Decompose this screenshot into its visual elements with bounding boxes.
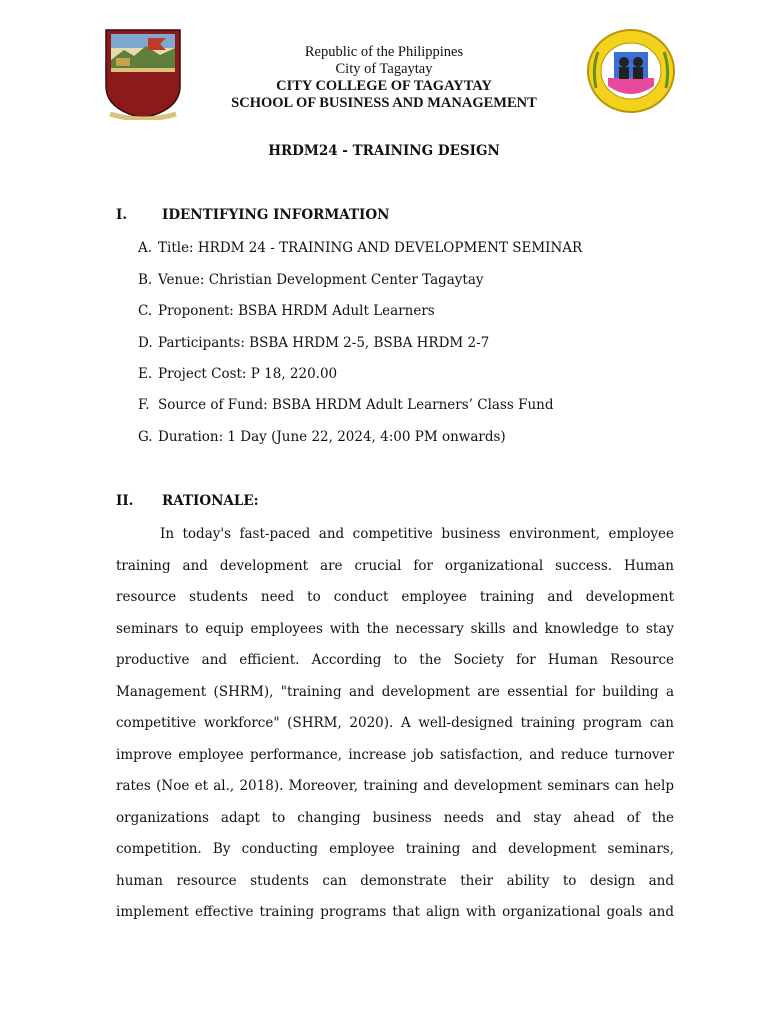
section-heading-identifying-information bbox=[116, 207, 389, 223]
info-item-title bbox=[138, 240, 582, 256]
paragraph-line: seminars to equip employees with the necessary skills and knowledge to stay bbox=[116, 620, 674, 637]
item-text: Title: HRDM 24 - TRAINING AND DEVELOPMENT SEMINAR bbox=[158, 240, 583, 256]
item-letter: E. bbox=[138, 366, 153, 382]
info-item-source-of-fund bbox=[138, 397, 554, 413]
info-item-proponent bbox=[138, 303, 435, 319]
info-item-venue bbox=[138, 272, 484, 288]
item-text: Proponent: BSBA HRDM Adult Learners bbox=[158, 303, 435, 319]
paragraph-line: rates (Noe et al., 2018). Moreover, training and development seminars can help bbox=[116, 778, 674, 794]
item-text: Participants: BSBA HRDM 2-5, BSBA HRDM 2-7 bbox=[158, 335, 490, 351]
section-heading-rationale bbox=[116, 493, 259, 509]
section-title: RATIONALE: bbox=[162, 493, 259, 509]
section-number: II. bbox=[116, 493, 134, 509]
info-item-project-cost bbox=[138, 366, 337, 382]
info-item-duration bbox=[138, 429, 506, 445]
college-name: CITY COLLEGE OF TAGAYTAY bbox=[276, 78, 492, 94]
item-text: Venue: Christian Development Center Tagaytay bbox=[158, 272, 484, 288]
letterhead bbox=[0, 44, 768, 112]
paragraph-line: organizations adapt to changing business needs and stay ahead of the bbox=[116, 809, 674, 826]
item-text: Duration: 1 Day (June 22, 2024, 4:00 PM onwards) bbox=[158, 429, 506, 445]
item-letter: D. bbox=[138, 335, 153, 351]
paragraph-line: training and development are crucial for organizational success. Human bbox=[116, 557, 674, 574]
item-letter: F. bbox=[138, 397, 150, 413]
paragraph-line: competition. By conducting employee training and development seminars, bbox=[116, 841, 674, 857]
paragraph-line: implement effective training programs that align with organizational goals and bbox=[116, 904, 674, 920]
republic-line: Republic of the Philippines bbox=[304, 44, 464, 60]
document-title: HRDM24 - TRAINING DESIGN bbox=[268, 143, 500, 159]
item-letter: A. bbox=[138, 240, 153, 256]
item-text: Project Cost: P 18, 220.00 bbox=[158, 366, 338, 382]
info-item-participants bbox=[138, 335, 489, 351]
paragraph-line: human resource students can demonstrate their ability to design and bbox=[116, 872, 674, 889]
item-text: Source of Fund: BSBA HRDM Adult Learners’ Class Fund bbox=[158, 397, 554, 413]
school-name: SCHOOL OF BUSINESS AND MANAGEMENT bbox=[231, 95, 537, 111]
item-letter: B. bbox=[138, 272, 153, 288]
section-title: IDENTIFYING INFORMATION bbox=[162, 207, 390, 223]
item-letter: G. bbox=[138, 429, 153, 445]
paragraph-line: productive and efficient. According to the Society for Human Resource bbox=[116, 652, 674, 668]
section-number: I. bbox=[116, 207, 128, 223]
paragraph-line: Management (SHRM), "training and development are essential for building a bbox=[116, 683, 674, 700]
paragraph-line: In today's fast-paced and competitive business environment, employee bbox=[160, 526, 674, 542]
paragraph-line: improve employee performance, increase job satisfaction, and reduce turnover bbox=[116, 746, 674, 763]
paragraph-line: resource students need to conduct employee training and development bbox=[116, 589, 674, 605]
item-letter: C. bbox=[138, 303, 153, 319]
city-line: City of Tagaytay bbox=[335, 61, 433, 77]
paragraph-line: competitive workforce" (SHRM, 2020). A well-designed training program can bbox=[116, 715, 674, 731]
